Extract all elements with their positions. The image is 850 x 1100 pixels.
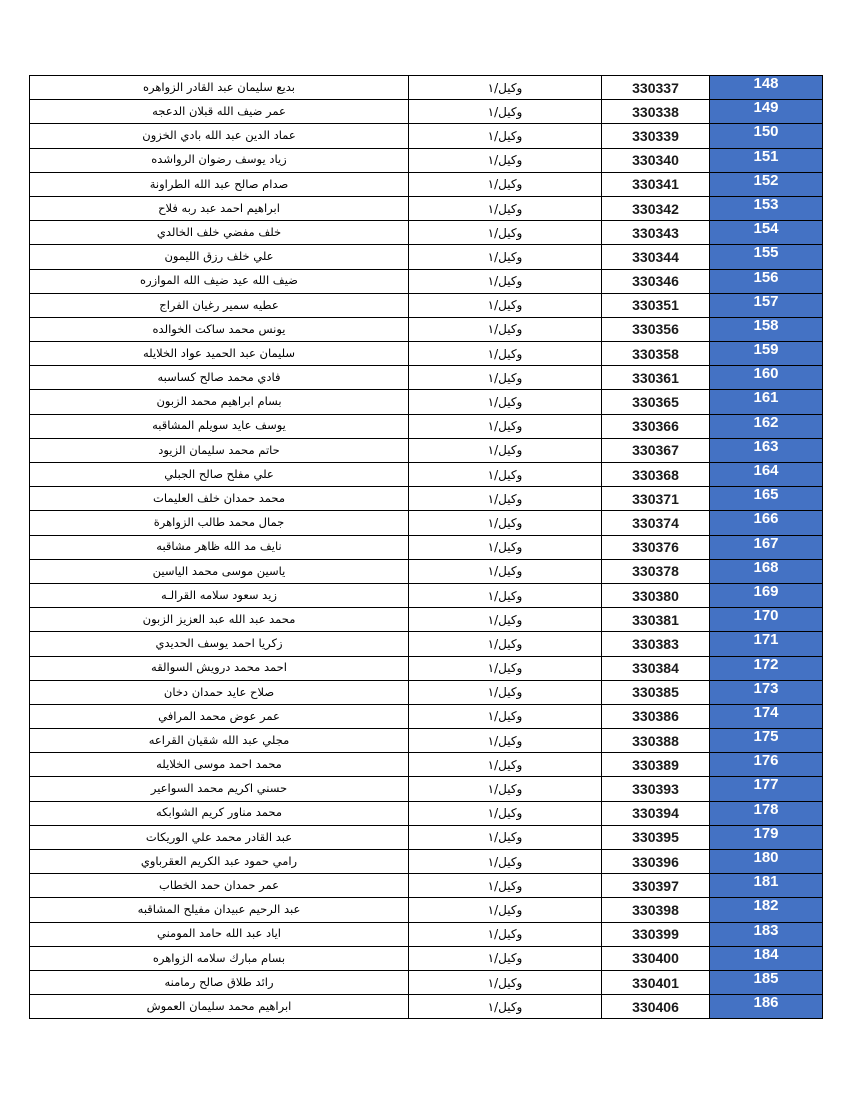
table-row <box>30 414 823 438</box>
serial-number-cell: 176 <box>710 753 823 777</box>
name-cell: اياد عبد الله حامد المومني <box>30 922 409 946</box>
rank-cell: وكيل/١ <box>409 729 602 753</box>
id-cell: 330395 <box>602 825 710 849</box>
table-row <box>30 632 823 656</box>
id-cell: 330396 <box>602 850 710 874</box>
rank-cell: وكيل/١ <box>409 874 602 898</box>
name-cell: عبد القادر محمد علي الوريكات <box>30 825 409 849</box>
id-cell: 330344 <box>602 245 710 269</box>
serial-number-cell: 183 <box>710 922 823 946</box>
name-cell: محمد مناور كريم الشوابكه <box>30 801 409 825</box>
serial-number-cell: 180 <box>710 850 823 874</box>
name-cell: ضيف الله عيد ضيف الله الموازره <box>30 269 409 293</box>
id-cell: 330386 <box>602 704 710 728</box>
serial-number-cell: 166 <box>710 511 823 535</box>
table-row <box>30 76 823 100</box>
name-cell: علي مفلح صالح الجبلي <box>30 463 409 487</box>
rank-cell: وكيل/١ <box>409 704 602 728</box>
table-row <box>30 608 823 632</box>
table-row <box>30 559 823 583</box>
serial-number-cell: 153 <box>710 196 823 220</box>
name-cell: زياد يوسف رضوان الرواشده <box>30 148 409 172</box>
table-row <box>30 148 823 172</box>
rank-cell: وكيل/١ <box>409 970 602 994</box>
serial-number-cell: 164 <box>710 463 823 487</box>
table-row <box>30 317 823 341</box>
id-cell: 330337 <box>602 76 710 100</box>
id-cell: 330342 <box>602 196 710 220</box>
rank-cell: وكيل/١ <box>409 583 602 607</box>
serial-number-cell: 170 <box>710 608 823 632</box>
id-cell: 330385 <box>602 680 710 704</box>
table-row <box>30 487 823 511</box>
name-cell: محمد احمد موسى الخلايله <box>30 753 409 777</box>
id-cell: 330341 <box>602 172 710 196</box>
rank-cell: وكيل/١ <box>409 608 602 632</box>
table-row <box>30 511 823 535</box>
id-cell: 330367 <box>602 438 710 462</box>
name-cell: يونس محمد ساكت الخوالده <box>30 317 409 341</box>
table-row <box>30 946 823 970</box>
table-row <box>30 245 823 269</box>
table-row <box>30 922 823 946</box>
name-cell: خلف مفضي خلف الخالدي <box>30 221 409 245</box>
serial-number-cell: 186 <box>710 995 823 1019</box>
id-cell: 330397 <box>602 874 710 898</box>
serial-number-cell: 171 <box>710 632 823 656</box>
name-cell: ياسين موسى محمد الياسين <box>30 559 409 583</box>
serial-number-cell: 181 <box>710 874 823 898</box>
serial-number-cell: 160 <box>710 366 823 390</box>
id-cell: 330374 <box>602 511 710 535</box>
personnel-table <box>29 75 823 1019</box>
rank-cell: وكيل/١ <box>409 559 602 583</box>
serial-number-cell: 158 <box>710 317 823 341</box>
name-cell: حسني اكريم محمد السواعير <box>30 777 409 801</box>
table-row <box>30 777 823 801</box>
rank-cell: وكيل/١ <box>409 366 602 390</box>
rank-cell: وكيل/١ <box>409 777 602 801</box>
table-row <box>30 753 823 777</box>
name-cell: رامي حمود عبد الكريم العقرباوي <box>30 850 409 874</box>
id-cell: 330358 <box>602 342 710 366</box>
name-cell: بسام مبارك سلامه الزواهره <box>30 946 409 970</box>
name-cell: يوسف عايد سويلم المشاقبه <box>30 414 409 438</box>
table-row <box>30 970 823 994</box>
rank-cell: وكيل/١ <box>409 753 602 777</box>
rank-cell: وكيل/١ <box>409 124 602 148</box>
table-row <box>30 898 823 922</box>
serial-number-cell: 152 <box>710 172 823 196</box>
rank-cell: وكيل/١ <box>409 511 602 535</box>
id-cell: 330381 <box>602 608 710 632</box>
personnel-table-body <box>30 76 823 1019</box>
rank-cell: وكيل/١ <box>409 390 602 414</box>
rank-cell: وكيل/١ <box>409 414 602 438</box>
name-cell: علي خلف رزق الليمون <box>30 245 409 269</box>
rank-cell: وكيل/١ <box>409 850 602 874</box>
serial-number-cell: 175 <box>710 729 823 753</box>
name-cell: محمد حمدان خلف العليمات <box>30 487 409 511</box>
name-cell: صدام صالح عبد الله الطراونة <box>30 172 409 196</box>
rank-cell: وكيل/١ <box>409 172 602 196</box>
id-cell: 330399 <box>602 922 710 946</box>
name-cell: عمر عوض محمد المرافي <box>30 704 409 728</box>
table-row <box>30 196 823 220</box>
rank-cell: وكيل/١ <box>409 463 602 487</box>
serial-number-cell: 177 <box>710 777 823 801</box>
table-row <box>30 221 823 245</box>
id-cell: 330351 <box>602 293 710 317</box>
id-cell: 330361 <box>602 366 710 390</box>
id-cell: 330401 <box>602 970 710 994</box>
table-row <box>30 874 823 898</box>
name-cell: عماد الدين عبد الله بادي الخزون <box>30 124 409 148</box>
table-row <box>30 995 823 1019</box>
serial-number-cell: 178 <box>710 801 823 825</box>
serial-number-cell: 167 <box>710 535 823 559</box>
rank-cell: وكيل/١ <box>409 293 602 317</box>
table-row <box>30 124 823 148</box>
serial-number-cell: 154 <box>710 221 823 245</box>
name-cell: بديع سليمان عبد القادر الزواهره <box>30 76 409 100</box>
table-row <box>30 100 823 124</box>
id-cell: 330356 <box>602 317 710 341</box>
name-cell: مجلي عبد الله شقيان القراعه <box>30 729 409 753</box>
serial-number-cell: 156 <box>710 269 823 293</box>
rank-cell: وكيل/١ <box>409 995 602 1019</box>
name-cell: حاتم محمد سليمان الزيود <box>30 438 409 462</box>
id-cell: 330388 <box>602 729 710 753</box>
serial-number-cell: 148 <box>710 76 823 100</box>
table-row <box>30 366 823 390</box>
table-row <box>30 535 823 559</box>
rank-cell: وكيل/١ <box>409 317 602 341</box>
id-cell: 330371 <box>602 487 710 511</box>
serial-number-cell: 173 <box>710 680 823 704</box>
name-cell: رائد طلاق صالح رمامنه <box>30 970 409 994</box>
rank-cell: وكيل/١ <box>409 922 602 946</box>
name-cell: فادي محمد صالح كساسبه <box>30 366 409 390</box>
table-row <box>30 825 823 849</box>
rank-cell: وكيل/١ <box>409 269 602 293</box>
table-row <box>30 463 823 487</box>
rank-cell: وكيل/١ <box>409 535 602 559</box>
rank-cell: وكيل/١ <box>409 898 602 922</box>
id-cell: 330383 <box>602 632 710 656</box>
id-cell: 330338 <box>602 100 710 124</box>
serial-number-cell: 179 <box>710 825 823 849</box>
id-cell: 330406 <box>602 995 710 1019</box>
serial-number-cell: 182 <box>710 898 823 922</box>
rank-cell: وكيل/١ <box>409 946 602 970</box>
id-cell: 330378 <box>602 559 710 583</box>
table-row <box>30 704 823 728</box>
rank-cell: وكيل/١ <box>409 487 602 511</box>
name-cell: زكريا احمد يوسف الحديدي <box>30 632 409 656</box>
table-row <box>30 850 823 874</box>
serial-number-cell: 165 <box>710 487 823 511</box>
rank-cell: وكيل/١ <box>409 680 602 704</box>
serial-number-cell: 184 <box>710 946 823 970</box>
serial-number-cell: 172 <box>710 656 823 680</box>
table-row <box>30 583 823 607</box>
table-row <box>30 680 823 704</box>
name-cell: سليمان عبد الحميد عواد الخلايله <box>30 342 409 366</box>
serial-number-cell: 157 <box>710 293 823 317</box>
rank-cell: وكيل/١ <box>409 245 602 269</box>
table-row <box>30 269 823 293</box>
serial-number-cell: 150 <box>710 124 823 148</box>
serial-number-cell: 174 <box>710 704 823 728</box>
name-cell: جمال محمد طالب الزواهرة <box>30 511 409 535</box>
id-cell: 330398 <box>602 898 710 922</box>
id-cell: 330339 <box>602 124 710 148</box>
id-cell: 330384 <box>602 656 710 680</box>
table-row <box>30 172 823 196</box>
id-cell: 330368 <box>602 463 710 487</box>
serial-number-cell: 163 <box>710 438 823 462</box>
id-cell: 330389 <box>602 753 710 777</box>
serial-number-cell: 161 <box>710 390 823 414</box>
table-row <box>30 729 823 753</box>
id-cell: 330393 <box>602 777 710 801</box>
serial-number-cell: 162 <box>710 414 823 438</box>
name-cell: محمد عبد الله عبد العزيز الزبون <box>30 608 409 632</box>
rank-cell: وكيل/١ <box>409 342 602 366</box>
serial-number-cell: 159 <box>710 342 823 366</box>
serial-number-cell: 169 <box>710 583 823 607</box>
serial-number-cell: 185 <box>710 970 823 994</box>
name-cell: ابراهيم محمد سليمان العموش <box>30 995 409 1019</box>
id-cell: 330366 <box>602 414 710 438</box>
id-cell: 330340 <box>602 148 710 172</box>
name-cell: زيد سعود سلامه القرالـه <box>30 583 409 607</box>
table-row <box>30 656 823 680</box>
name-cell: عمر حمدان حمد الخطاب <box>30 874 409 898</box>
rank-cell: وكيل/١ <box>409 632 602 656</box>
name-cell: صلاح عايد حمدان دخان <box>30 680 409 704</box>
serial-number-cell: 151 <box>710 148 823 172</box>
name-cell: احمد محمد درويش السوالقه <box>30 656 409 680</box>
table-row <box>30 293 823 317</box>
id-cell: 330380 <box>602 583 710 607</box>
table-row <box>30 438 823 462</box>
table-row <box>30 390 823 414</box>
rank-cell: وكيل/١ <box>409 221 602 245</box>
table-row <box>30 342 823 366</box>
name-cell: عمر ضيف الله قبلان الدعجه <box>30 100 409 124</box>
name-cell: عبد الرحيم عبيدان مفيلح المشاقبه <box>30 898 409 922</box>
name-cell: نايف مد الله ظاهر مشاقبه <box>30 535 409 559</box>
rank-cell: وكيل/١ <box>409 656 602 680</box>
name-cell: ابراهيم احمد عبد ربه فلاح <box>30 196 409 220</box>
name-cell: عطيه سمير رغيان الفراج <box>30 293 409 317</box>
serial-number-cell: 168 <box>710 559 823 583</box>
rank-cell: وكيل/١ <box>409 76 602 100</box>
rank-cell: وكيل/١ <box>409 825 602 849</box>
rank-cell: وكيل/١ <box>409 801 602 825</box>
rank-cell: وكيل/١ <box>409 438 602 462</box>
name-cell: بسام ابراهيم محمد الزبون <box>30 390 409 414</box>
serial-number-cell: 149 <box>710 100 823 124</box>
id-cell: 330400 <box>602 946 710 970</box>
id-cell: 330394 <box>602 801 710 825</box>
rank-cell: وكيل/١ <box>409 196 602 220</box>
id-cell: 330343 <box>602 221 710 245</box>
rank-cell: وكيل/١ <box>409 148 602 172</box>
id-cell: 330346 <box>602 269 710 293</box>
id-cell: 330376 <box>602 535 710 559</box>
rank-cell: وكيل/١ <box>409 100 602 124</box>
table-row <box>30 801 823 825</box>
id-cell: 330365 <box>602 390 710 414</box>
serial-number-cell: 155 <box>710 245 823 269</box>
